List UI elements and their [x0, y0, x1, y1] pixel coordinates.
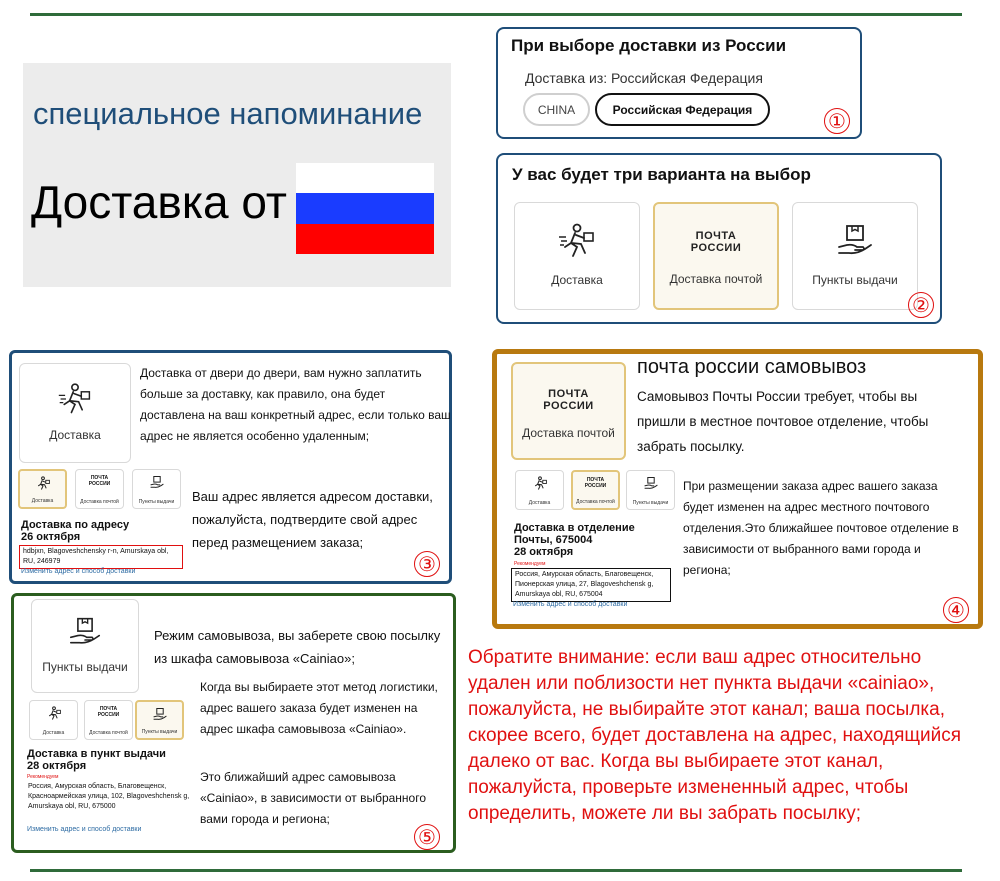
bottom-divider: [30, 869, 962, 872]
russia-flag-icon: [296, 163, 434, 254]
courier-description: Доставка от двери до двери, вам нужно заплатить больше за доставку, как правило, она будет доставлена на ваш конкретный адрес, если только ваш адрес не является особенно удаленным;: [140, 366, 451, 443]
card-label: Доставка почтой: [522, 426, 615, 440]
top-divider: [30, 13, 962, 16]
step-number-badge: ③: [414, 551, 440, 577]
mini-option-courier[interactable]: Доставка: [18, 469, 67, 509]
pochta-rossii-logo: ПОЧТА РОССИИ: [88, 475, 111, 487]
change-address-link[interactable]: Изменить адрес и способ доставки: [21, 568, 136, 575]
ship-from-panel: [496, 27, 862, 139]
post-card[interactable]: [511, 362, 626, 460]
ship-from-russia-option[interactable]: Российская Федерация: [595, 93, 770, 126]
parcel-hand-icon: [67, 616, 103, 653]
step-number-badge: ①: [824, 108, 850, 134]
courier-icon: [532, 476, 548, 496]
address-box: Россия, Амурская область, Благовещенск, Пионерская улица, 27, Blagoveshchensk g, Amurskaya obl, RU, 675004: [511, 568, 671, 602]
courier-icon: [557, 223, 597, 264]
nearest-pickup-note: Это ближайший адрес самовывоза «Cainiao», в зависимости от выбранного вами города и региона;: [200, 770, 427, 826]
ship-from-label: Доставка из: Российская Федерация: [525, 70, 763, 86]
courier-card[interactable]: [19, 363, 131, 463]
post-pickup-description: Самовывоз Почты России требует, чтобы вы пришли в местное почтовое отделение, чтобы забрать посылку.: [637, 389, 929, 454]
mini-option-pickup[interactable]: Пункты выдачи: [626, 470, 675, 510]
panel-title: У вас будет три варианта на выбор: [512, 165, 811, 184]
mini-option-post[interactable]: ПОЧТА РОССИИ Доставка почтой: [75, 469, 124, 509]
option-label: Доставка почтой: [669, 272, 763, 286]
courier-icon: [46, 706, 62, 726]
card-label: Пункты выдачи: [42, 660, 128, 674]
courier-delivery-panel: [9, 350, 452, 584]
pickup-card[interactable]: [31, 599, 139, 693]
courier-icon: [35, 476, 51, 496]
post-pickup-panel: [492, 349, 983, 629]
step-number-badge: ④: [943, 597, 969, 623]
mini-option-courier[interactable]: Доставка: [29, 700, 78, 740]
pochta-rossii-logo: ПОЧТА РОССИИ: [690, 230, 742, 254]
mini-option-courier[interactable]: Доставка: [515, 470, 564, 510]
panel-title: почта россии самовывоз: [637, 356, 867, 378]
warning-notice: Обратите внимание: если ваш адрес относительно удален или поблизости нет пункта выдачи «cainiao», пожалуйста, не выбирайте этот канал; ваша посылка, скорее всего, будет доставлена на адрес, находящийся далеко от вас. Когда вы выбираете этот канал, пожалуйста, проверьте измененный адрес, чтобы определить, можете ли вы забрать посылку;: [468, 647, 962, 824]
delivery-options-panel: [496, 153, 942, 324]
card-label: Доставка: [49, 428, 101, 442]
banner-subtitle: специальное напоминание: [33, 96, 423, 131]
parcel-hand-icon: [643, 476, 659, 496]
pochta-rossii-logo: ПОЧТА РОССИИ: [97, 706, 120, 718]
mini-option-pickup[interactable]: Пункты выдачи: [135, 700, 184, 740]
address-box: Россия, Амурская область, Благовещенск, Красноармейская улица, 102, Blagoveshchensk g, Amurskaya obl, RU, 675000: [28, 783, 190, 810]
change-address-link[interactable]: Изменить адрес и способ доставки: [513, 601, 628, 608]
address-box: hdbjxn, Blagoveshchensky г-n, Amurskaya obl, RU, 246979: [19, 545, 183, 569]
mini-option-post[interactable]: ПОЧТА РОССИИ Доставка почтой: [571, 470, 620, 510]
mini-option-pickup[interactable]: Пункты выдачи: [132, 469, 181, 509]
step-number-badge: ②: [908, 292, 934, 318]
panel-title: При выборе доставки из России: [511, 36, 787, 55]
address-change-note: При размещении заказа адрес вашего заказа будет изменен на адрес местного почтового отделения.Это ближайшее почтовое отделение в зависимости от выбранного вами города и региона;: [683, 479, 959, 577]
parcel-hand-icon: [149, 475, 165, 495]
recommended-label: Рекомендуем: [514, 561, 546, 567]
address-note: Ваш адрес является адресом доставки, пожалуйста, подтвердите свой адрес перед размещением заказа;: [192, 489, 433, 550]
delivery-title: Доставка в отделение Почты, 675004 28 октября: [514, 522, 635, 558]
parcel-hand-icon: [152, 707, 168, 727]
ship-from-china-option[interactable]: CHINA: [523, 93, 590, 126]
pochta-rossii-logo: ПОЧТА РОССИИ: [543, 388, 594, 412]
option-label: Пункты выдачи: [812, 273, 898, 287]
courier-icon: [57, 382, 93, 421]
pickup-point-panel: [11, 593, 456, 853]
pickup-description: Режим самовывоза, вы заберете свою посылку из шкафа самовывоза «Cainiao»;: [154, 628, 441, 666]
step-number-badge: ⑤: [414, 824, 440, 850]
reminder-banner: [23, 63, 451, 287]
address-change-note: Когда вы выбираете этот метод логистики, адрес вашего заказа будет изменен на адрес шкафа самовывоза «Cainiao».: [200, 680, 438, 736]
change-address-link[interactable]: Изменить адрес и способ доставки: [27, 826, 142, 833]
delivery-title: Доставка по адресу 26 октября: [21, 519, 130, 543]
option-post-delivery[interactable]: [653, 202, 779, 310]
option-label: Доставка: [551, 273, 603, 287]
recommended-label: Рекомендуем: [27, 774, 59, 780]
banner-headline: Доставка от: [31, 176, 287, 228]
pochta-rossii-logo: ПОЧТА РОССИИ: [584, 477, 607, 489]
option-pickup-point[interactable]: [792, 202, 918, 310]
parcel-hand-icon: [835, 223, 875, 264]
delivery-title: Доставка в пункт выдачи 28 октября: [27, 748, 166, 772]
mini-option-post[interactable]: ПОЧТА РОССИИ Доставка почтой: [84, 700, 133, 740]
option-courier-delivery[interactable]: [514, 202, 640, 310]
